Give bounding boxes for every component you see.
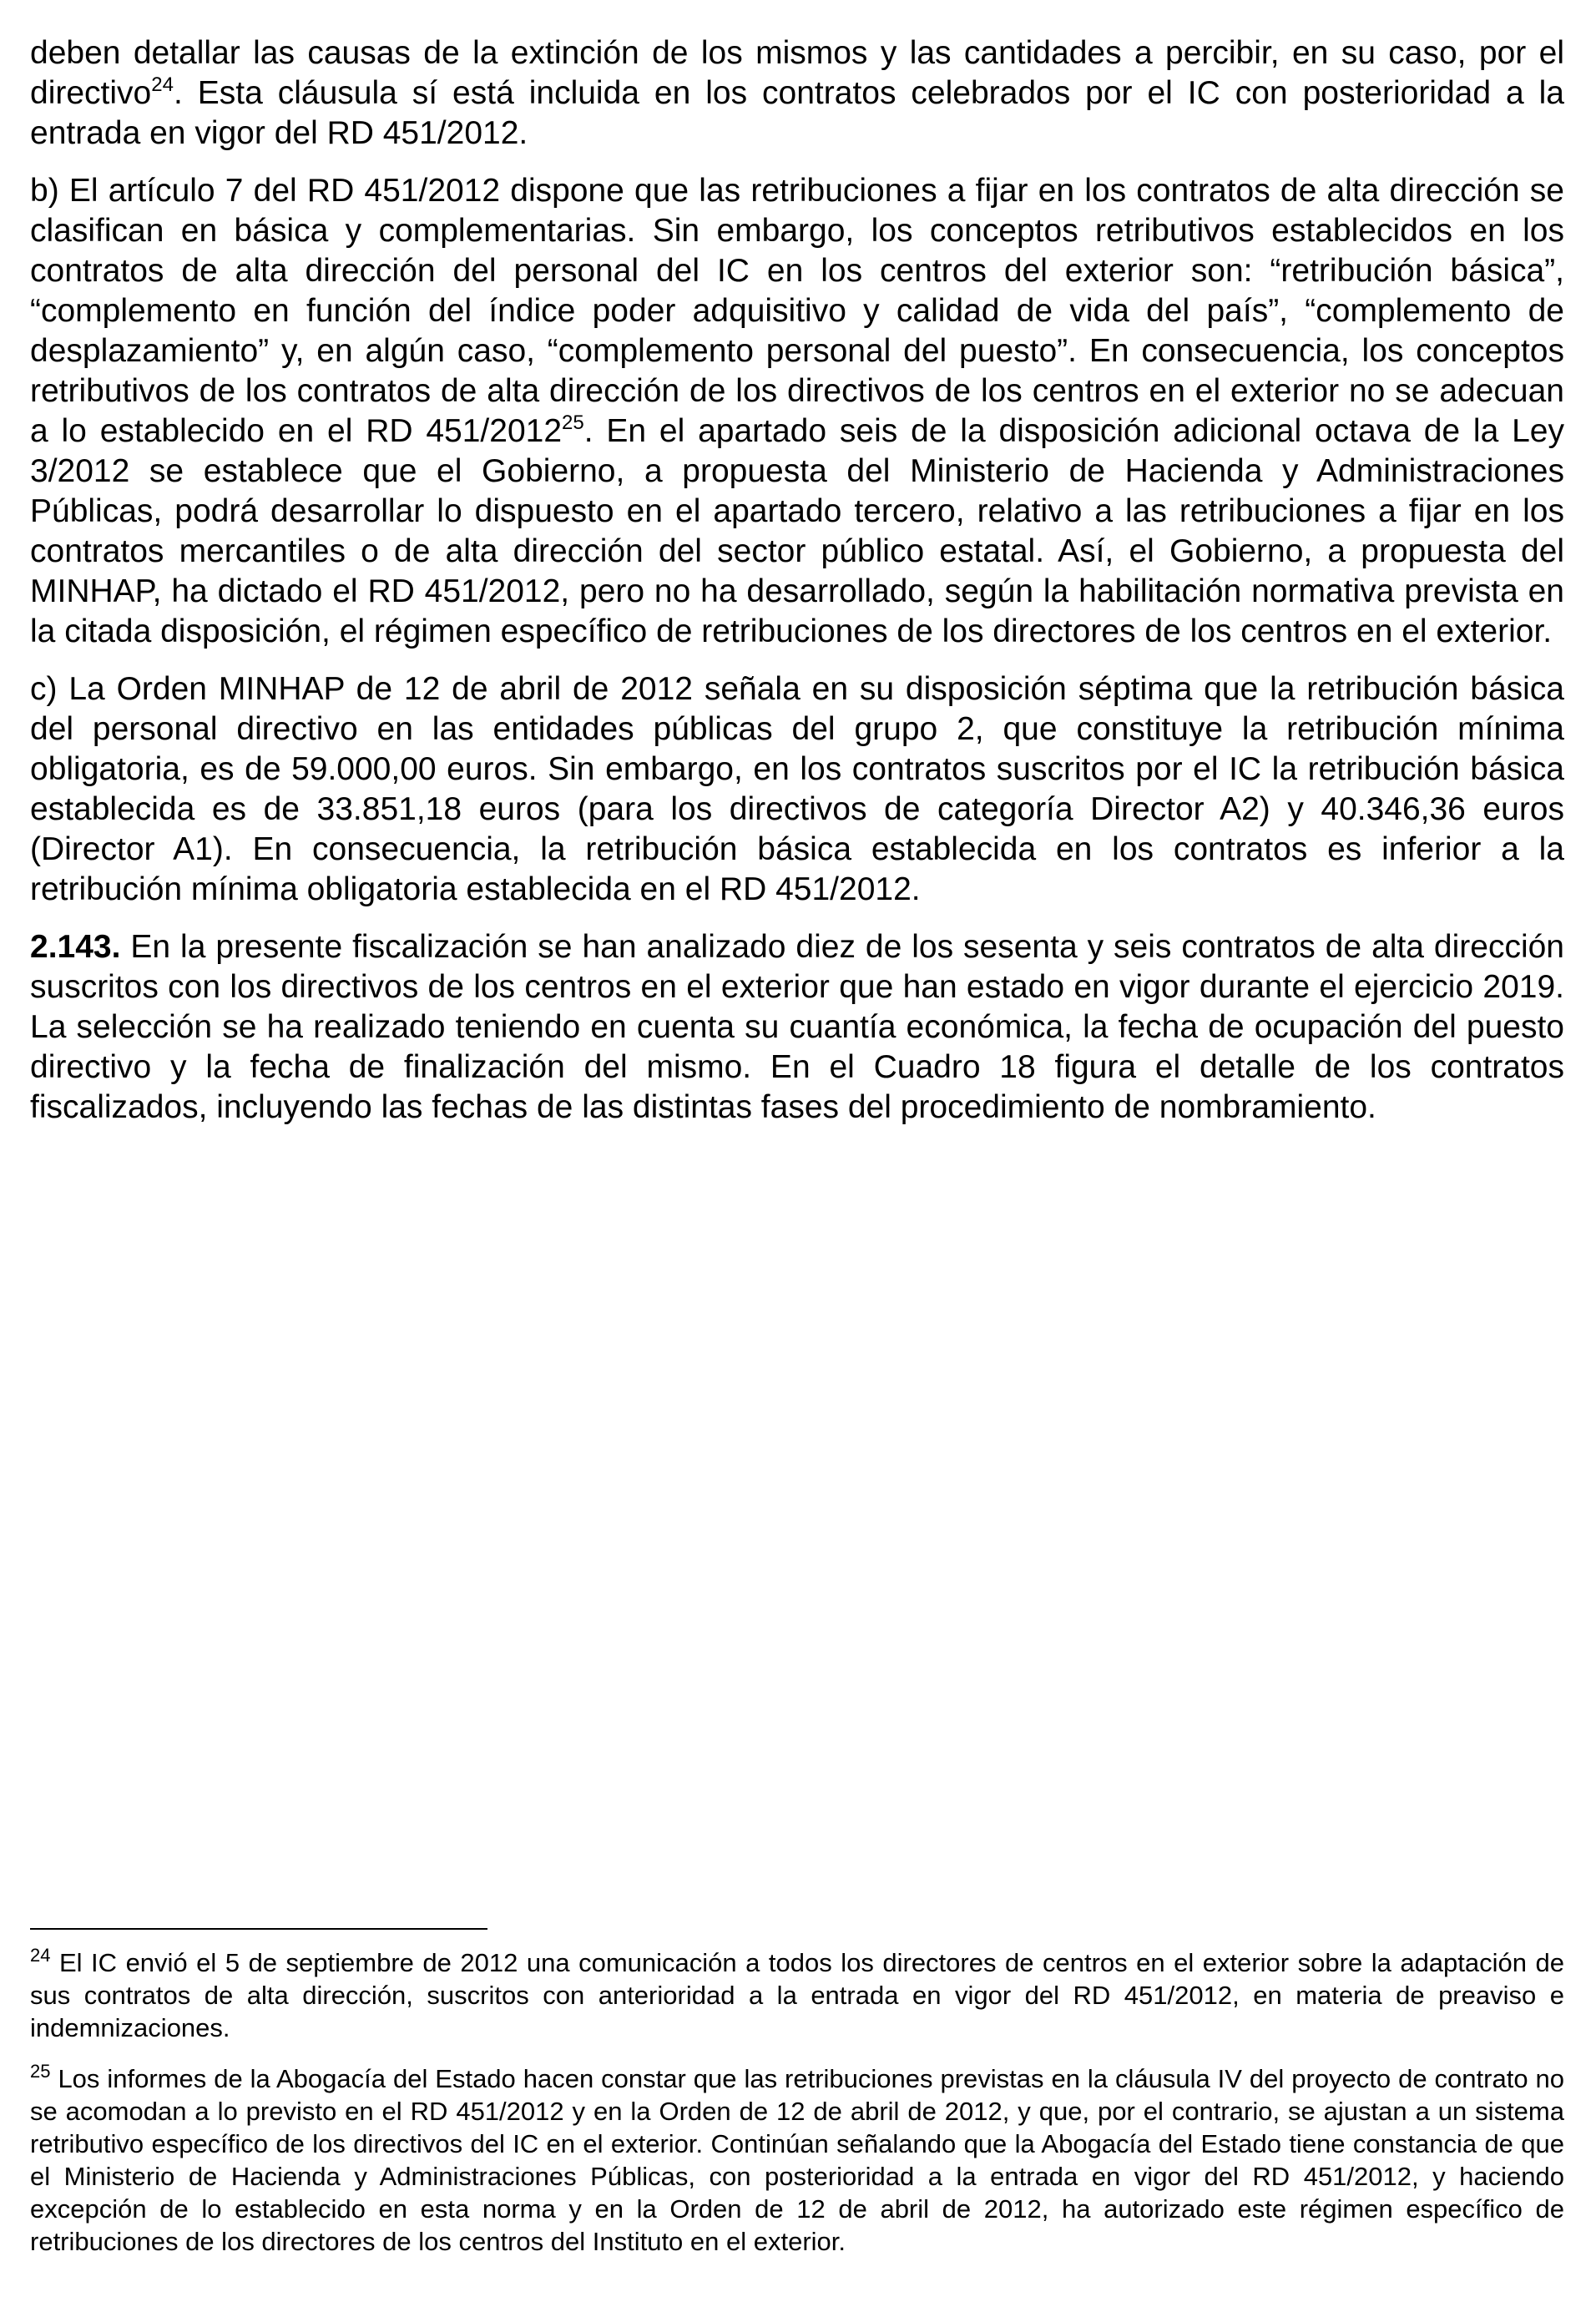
paragraph-text: deben detallar las causas de la extinción de los mismos y las cantidades a percibir, en su caso, por el directivo (30, 35, 1564, 111)
paragraph-text: En la presente fiscalización se han analizado diez de los sesenta y seis contratos de alta dirección suscritos con los directivos de los centros en el exterior que han estado en vigor durante el ejercicio 2019. La selección se ha realizado teniendo en cuenta su cuantía económica, la fecha de ocupación del puesto directivo y la fecha de finalización del mismo. En el Cuadro 18 figura el detalle de los contratos fiscalizados, incluyendo las fechas de las distintas fases del procedimiento de nombramiento. (30, 929, 1564, 1125)
paragraph-continuation (30, 33, 1564, 154)
footnote-text: El IC envió el 5 de septiembre de 2012 una comunicación a todos los directores de centros en el exterior sobre la adaptación de sus contratos de alta dirección, suscritos con anterioridad a la entrada en vigor del RD 451/2012, en materia de preaviso e indemnizaciones. (30, 1948, 1564, 2042)
paragraph-text: b) El artículo 7 del RD 451/2012 dispone que las retribuciones a fijar en los contratos de alta dirección se clasifican en básica y complementarias. Sin embargo, los conceptos retributivos establecidos en los contratos de alta dirección del personal del IC en los centros del exterior son: “retribución básica”, “complemento en función del índice poder adquisitivo y calidad de vida del país”, “complemento de desplazamiento” y, en algún caso, “complemento personal del puesto”. En consecuencia, los conceptos retributivos de los contratos de alta dirección de los directivos de los centros en el exterior no se adecuan a lo establecido en el RD 451/2012 (30, 173, 1564, 449)
footnote-number: 24 (30, 1945, 51, 1966)
body-text (30, 33, 1564, 1145)
footnote-text: Los informes de la Abogacía del Estado hacen constar que las retribuciones previstas en la cláusula IV del proyecto de contrato no se acomodan a lo previsto en el RD 451/2012 y en la Orden de 12 de abril de 2012, y que, por el contrario, se ajustan a un sistema retributivo específico de los directivos del IC en el exterior. Continúan señalando que la Abogacía del Estado tiene constancia de que el Ministerio de Hacienda y Administraciones Públicas, con posterioridad a la entrada en vigor del RD 451/2012, y haciendo excepción de lo establecido en esta norma y en la Orden de 12 de abril de 2012, ha autorizado este régimen específico de retribuciones de los directores de los centros del Instituto en el exterior. (30, 2064, 1564, 2256)
footnote-reference-25[interactable]: 25 (562, 411, 584, 434)
paragraph-text: . Esta cláusula sí está incluida en los contratos celebrados por el IC con posterioridad a la entrada en vigor del RD 451/2012. (30, 75, 1564, 151)
footnote-separator (30, 1928, 487, 1930)
footnote-reference-24[interactable]: 24 (151, 73, 174, 96)
document-page (30, 0, 1564, 2317)
footnote-25 (30, 2062, 1564, 2258)
footnotes-section (30, 1928, 1564, 2276)
paragraph-number: 2.143. (30, 929, 121, 965)
footnote-24 (30, 1946, 1564, 2044)
footnote-number: 25 (30, 2061, 51, 2082)
paragraph-2-143 (30, 927, 1564, 1128)
paragraph-b (30, 171, 1564, 652)
paragraph-text: c) La Orden MINHAP de 12 de abril de 2012 señala en su disposición séptima que la retribución básica del personal directivo en las entidades públicas del grupo 2, que constituye la retribución mínima obligatoria, es de 59.000,00 euros. Sin embargo, en los contratos suscritos por el IC la retribución básica establecida es de 33.851,18 euros (para los directivos de categoría Director A2) y 40.346,36 euros (Director A1). En consecuencia, la retribución básica establecida en los contratos es inferior a la retribución mínima obligatoria establecida en el RD 451/2012. (30, 671, 1564, 907)
paragraph-c (30, 669, 1564, 910)
paragraph-text: . En el apartado seis de la disposición adicional octava de la Ley 3/2012 se establece que el Gobierno, a propuesta del Ministerio de Hacienda y Administraciones Públicas, podrá desarrollar lo dispuesto en el apartado tercero, relativo a las retribuciones a fijar en los contratos mercantiles o de alta dirección del sector público estatal. Así, el Gobierno, a propuesta del MINHAP, ha dictado el RD 451/2012, pero no ha desarrollado, según la habilitación normativa prevista en la citada disposición, el régimen específico de retribuciones de los directores de los centros en el exterior. (30, 413, 1564, 649)
